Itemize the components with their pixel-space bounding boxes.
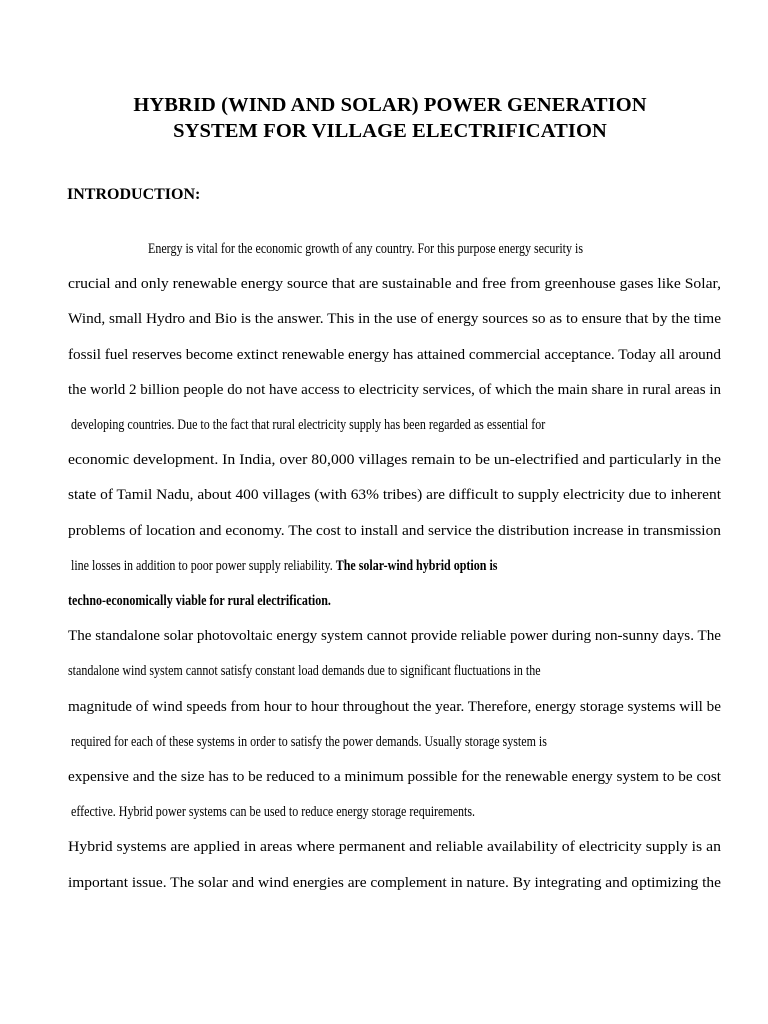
line-text: standalone wind system cannot satisfy constant load demands due to significant fluctuations in the (68, 663, 541, 680)
line-text: important issue. The solar and wind energies are complement in nature. By integrating and optimizing the (68, 874, 721, 891)
document-title (60, 92, 720, 144)
line-text: Wind, small Hydro and Bio is the answer. This in the use of energy sources so as to ensure that by the time (68, 311, 721, 328)
line-text: magnitude of wind speeds from hour to hour throughout the year. Therefore, energy storage systems will be (68, 698, 721, 715)
paragraph-line (68, 698, 721, 716)
paragraph-line (71, 557, 497, 575)
line-text: The standalone solar photovoltaic energy system cannot provide reliable power during non-sunny days. The (68, 628, 722, 645)
line-text: fossil fuel reserves become extinct renewable energy has attained commercial acceptance. Today all around (68, 346, 721, 363)
line-text: expensive and the size has to be reduced to a minimum possible for the renewable energy system to be cost (68, 769, 721, 785)
line-text: the world 2 billion people do not have access to electricity services, of which the main share in rural areas in (68, 381, 722, 398)
title-line: HYBRID (WIND AND SOLAR) POWER GENERATION (133, 94, 647, 116)
line-text: problems of location and economy. The cost to install and service the distribution increase in transmission (68, 522, 721, 539)
line-text: line losses in addition to poor power supply reliability. (71, 557, 336, 574)
line-text: Energy is vital for the economic growth of any country. For this purpose energy security is (148, 241, 584, 257)
paragraph-line (71, 416, 545, 434)
line-text: crucial and only renewable energy source that are sustainable and free from greenhouse gases like Solar, (68, 276, 722, 293)
paragraph-line (68, 275, 721, 293)
line-text: required for each of these systems in order to satisfy the power demands. Usually storage system is (71, 733, 547, 750)
paragraph-line (68, 592, 331, 610)
paragraph-line (148, 240, 583, 258)
paragraph-line (71, 733, 547, 751)
line-text: state of Tamil Nadu, about 400 villages (with 63% tribes) are difficult to supply electricity due to inherent (68, 487, 722, 504)
bold-text: The solar-wind hybrid option is (335, 557, 498, 574)
title-line: SYSTEM FOR VILLAGE ELECTRIFICATION (173, 120, 607, 142)
paragraph-line (68, 662, 541, 680)
bold-text: techno-economically viable for rural electrification. (68, 593, 331, 609)
paragraph-line (68, 627, 721, 645)
paragraph-line (68, 522, 721, 540)
paragraph-line (71, 803, 475, 821)
paragraph-line (68, 874, 721, 892)
paragraph-line (68, 768, 721, 786)
section-heading: INTRODUCTION: (67, 186, 201, 203)
line-text: developing countries. Due to the fact that rural electricity supply has been regarded as essential for (71, 417, 546, 433)
paragraph-line (68, 838, 721, 856)
paragraph-line (68, 486, 721, 504)
line-text: effective. Hybrid power systems can be used to reduce energy storage requirements. (71, 804, 476, 821)
paragraph-line (68, 310, 721, 328)
paragraph-line (68, 381, 721, 399)
paragraph-line (68, 451, 721, 469)
paragraph-line (68, 346, 721, 364)
line-text: Hybrid systems are applied in areas where permanent and reliable availability of electricity supply is an (68, 839, 721, 856)
line-text: economic development. In India, over 80,000 villages remain to be un-electrified and particularly in the (68, 452, 721, 469)
